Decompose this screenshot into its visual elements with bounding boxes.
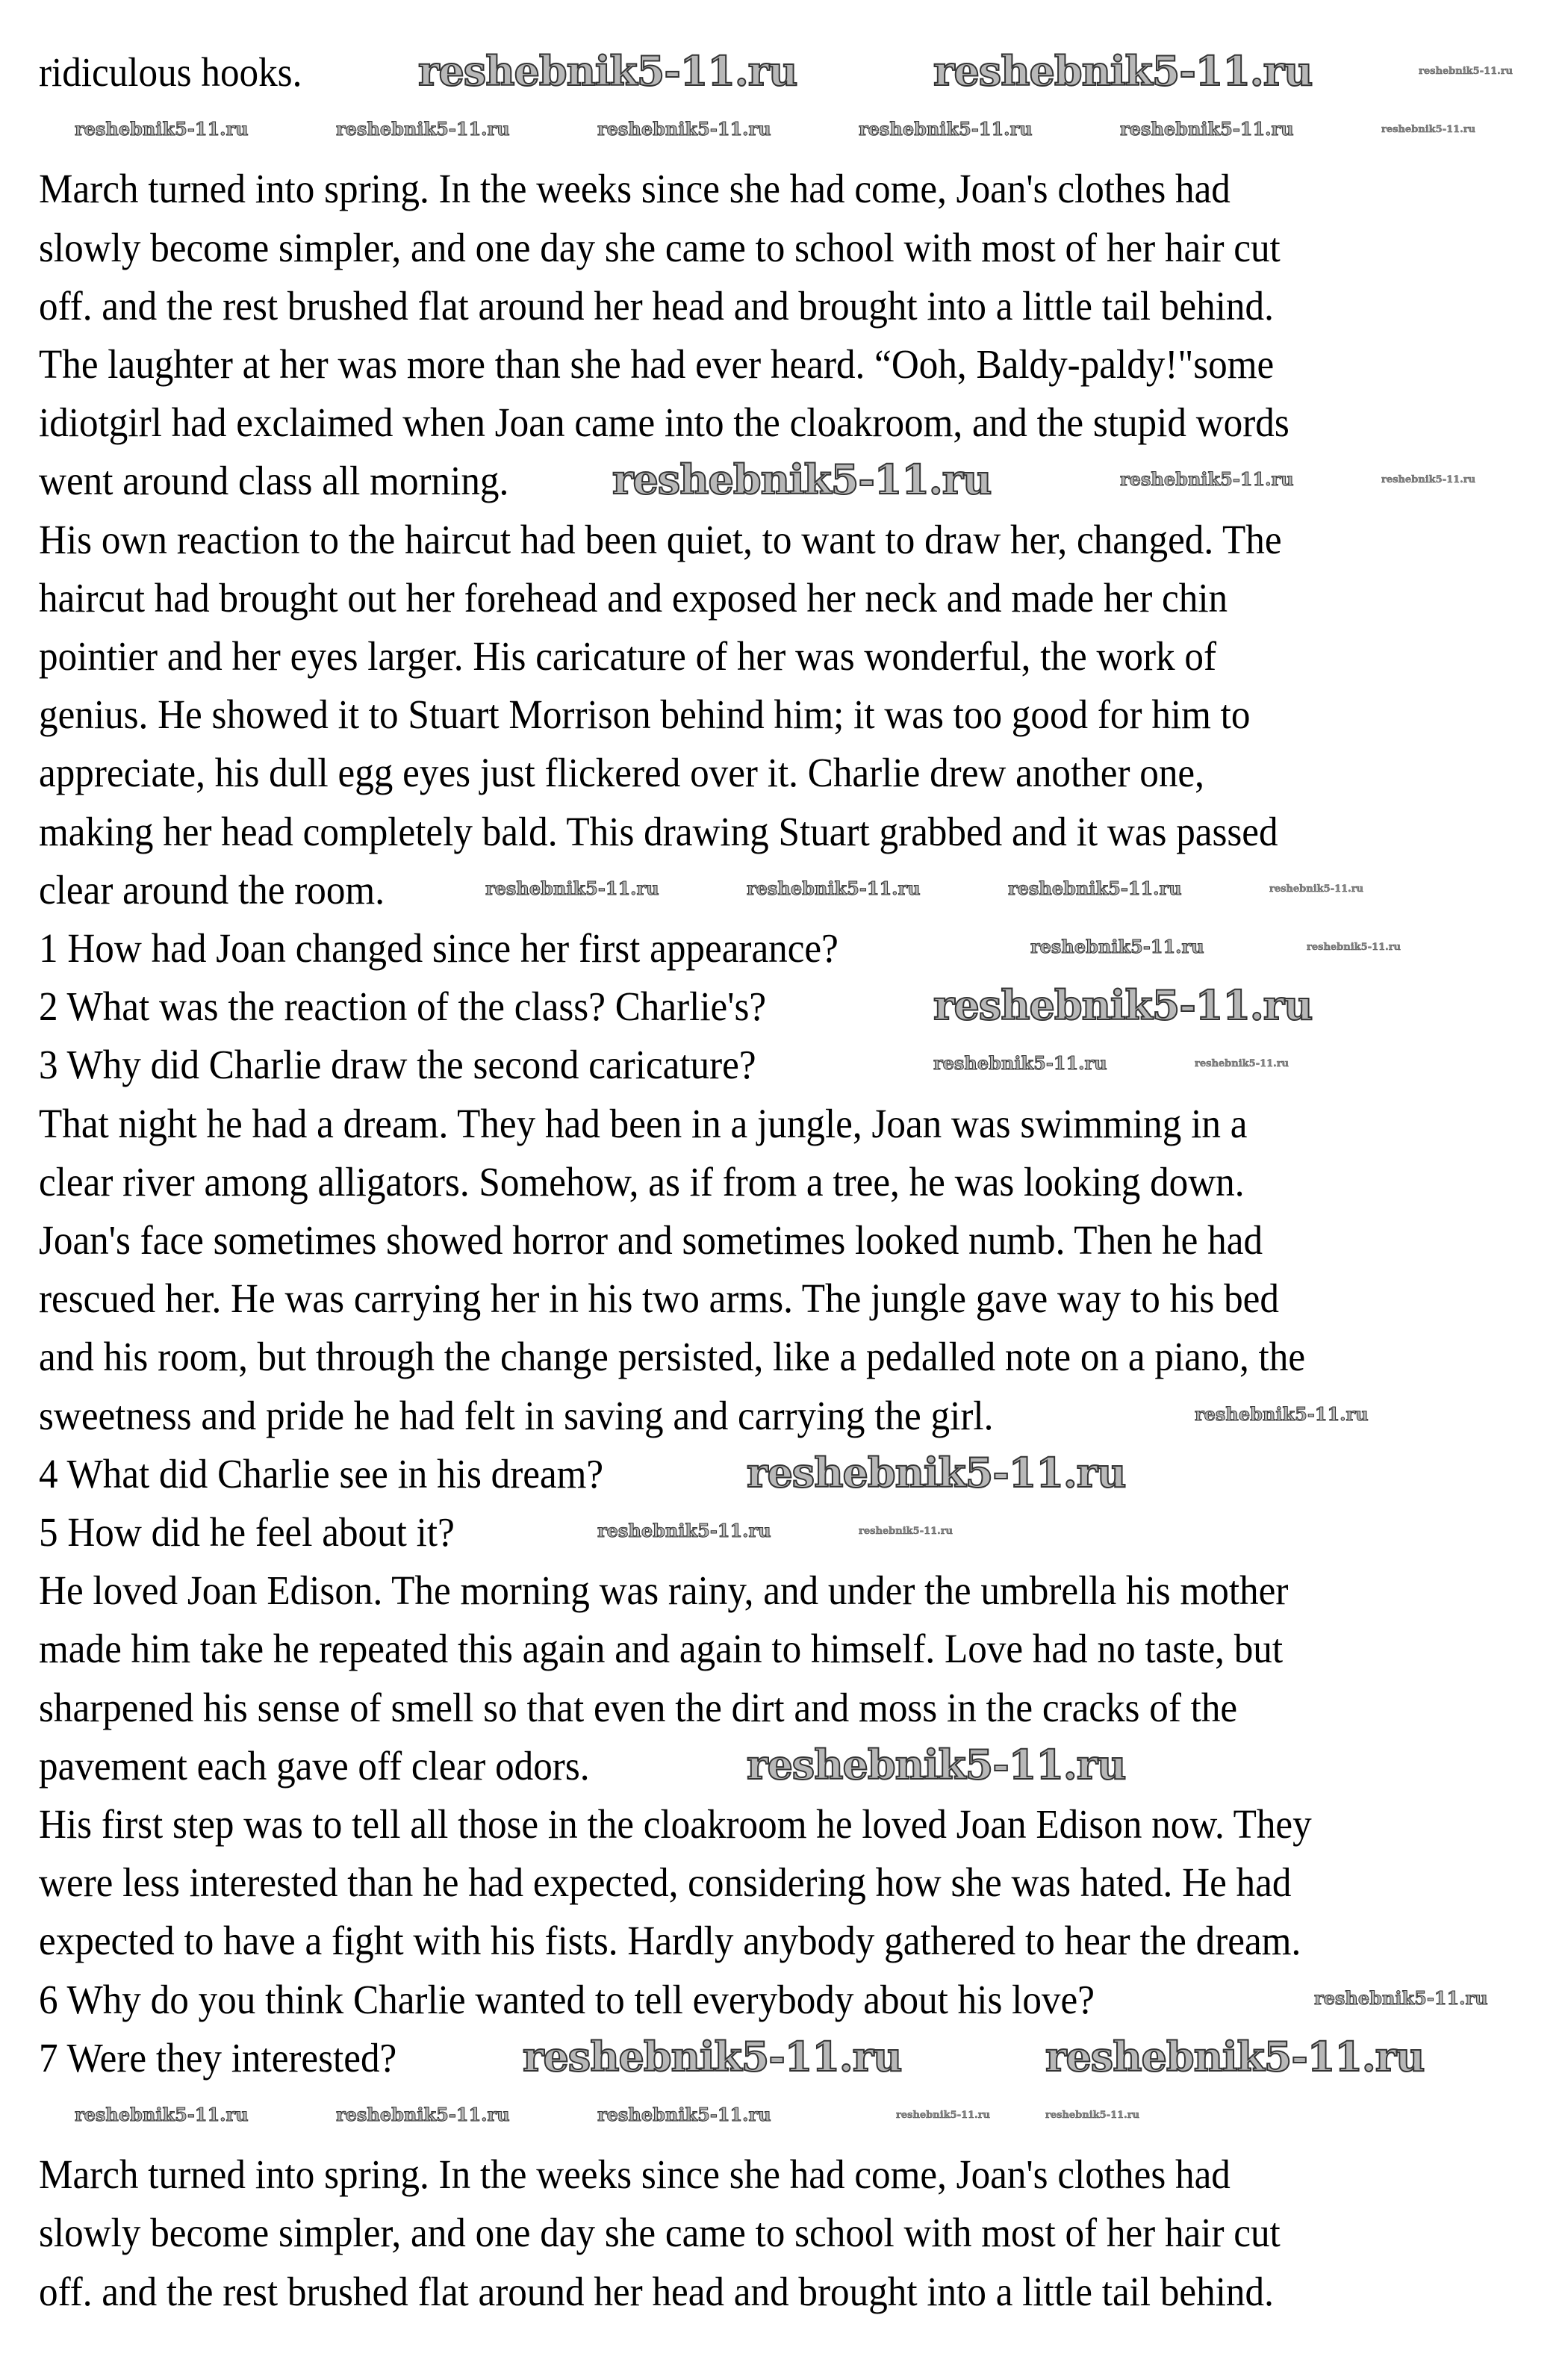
text-line: made him take he repeated this again and again to himself. Love had no taste, but — [39, 1626, 1284, 1672]
watermark: reshebnik5-11.ru — [418, 47, 797, 95]
watermark: reshebnik5-11.ru — [859, 118, 1033, 140]
text-line: clear around the room. — [39, 866, 385, 913]
watermark: reshebnik5-11.ru — [1307, 942, 1401, 953]
text-line: His own reaction to the haircut had been quiet, to want to draw her, changed. The — [39, 516, 1282, 562]
watermark: reshebnik5-11.ru — [1120, 468, 1294, 490]
watermark: reshebnik5-11.ru — [859, 1526, 953, 1537]
text-line: March turned into spring. In the weeks since she had come, Joan's clothes had — [39, 2151, 1231, 2198]
text-line: slowly become simpler, and one day she came to school with most of her hair cut — [39, 2210, 1281, 2256]
text-line: rescued her. He was carrying her in his two arms. The jungle gave way to his bed — [39, 1275, 1279, 1322]
text-line: 1 How had Joan changed since her first appearance? — [39, 925, 839, 971]
text-line: His first step was to tell all those in the cloakroom he loved Joan Edison now. They — [39, 1801, 1312, 1847]
watermark: reshebnik5-11.ru — [1030, 936, 1204, 957]
text-line: sweetness and pride he had felt in saving and carrying the girl. — [39, 1392, 994, 1438]
text-line: pointier and her eyes larger. His caricature of her was wonderful, the work of — [39, 633, 1217, 679]
watermark: reshebnik5-11.ru — [747, 1741, 1126, 1789]
watermark: reshebnik5-11.ru — [1195, 1403, 1369, 1425]
watermark: reshebnik5-11.ru — [485, 877, 659, 899]
text-line: 3 Why did Charlie draw the second caricature? — [39, 1042, 756, 1088]
watermark: reshebnik5-11.ru — [597, 1520, 771, 1541]
watermark: reshebnik5-11.ru — [1269, 883, 1364, 895]
watermark: reshebnik5-11.ru — [75, 118, 249, 140]
watermark: reshebnik5-11.ru — [933, 47, 1313, 95]
watermark: reshebnik5-11.ru — [1381, 474, 1476, 485]
text-line: expected to have a fight with his fists. Hardly anybody gathered to hear the dream. — [39, 1918, 1301, 1964]
text-line: 5 How did he feel about it? — [39, 1509, 455, 1555]
watermark: reshebnik5-11.ru — [747, 877, 921, 899]
watermark: reshebnik5-11.ru — [597, 118, 771, 140]
watermark: reshebnik5-11.ru — [336, 2104, 510, 2125]
text-line: 6 Why do you think Charlie wanted to tell everybody about his love? — [39, 1976, 1095, 2022]
watermark: reshebnik5-11.ru — [1045, 2033, 1425, 2081]
text-line: The laughter at her was more than she had ever heard. “Ooh, Baldy-paldy!"some — [39, 341, 1275, 387]
watermark: reshebnik5-11.ru — [933, 981, 1313, 1029]
watermark: reshebnik5-11.ru — [1120, 118, 1294, 140]
text-line: and his room, but through the change persisted, like a pedalled note on a piano, the — [39, 1334, 1306, 1380]
text-line: That night he had a dream. They had been in a jungle, Joan was swimming in a — [39, 1100, 1248, 1146]
watermark: reshebnik5-11.ru — [1195, 1058, 1289, 1069]
watermark: reshebnik5-11.ru — [933, 1052, 1107, 1074]
text-line: Joan's face sometimes showed horror and sometimes looked numb. Then he had — [39, 1217, 1263, 1263]
text-line: ridiculous hooks. — [39, 49, 302, 95]
text-line: March turned into spring. In the weeks since she had come, Joan's clothes had — [39, 166, 1231, 212]
text-line: 4 What did Charlie see in his dream? — [39, 1450, 604, 1497]
text-line: clear river among alligators. Somehow, as if from a tree, he was looking down. — [39, 1158, 1245, 1205]
watermark: reshebnik5-11.ru — [896, 2110, 991, 2121]
watermark: reshebnik5-11.ru — [336, 118, 510, 140]
watermark: reshebnik5-11.ru — [612, 456, 992, 503]
watermark: reshebnik5-11.ru — [1419, 66, 1513, 77]
text-line: slowly become simpler, and one day she came to school with most of her hair cut — [39, 224, 1281, 270]
watermark: reshebnik5-11.ru — [1008, 877, 1182, 899]
text-line: went around class all morning. — [39, 458, 509, 504]
text-line: genius. He showed it to Stuart Morrison behind him; it was too good for him to — [39, 692, 1251, 738]
watermark: reshebnik5-11.ru — [597, 2104, 771, 2125]
text-line: He loved Joan Edison. The morning was rainy, and under the umbrella his mother — [39, 1567, 1289, 1614]
text-line: off. and the rest brushed flat around her head and brought into a little tail behind. — [39, 282, 1274, 329]
text-line: pavement each gave off clear odors. — [39, 1742, 590, 1789]
text-line: making her head completely bald. This drawing Stuart grabbed and it was passed — [39, 808, 1278, 854]
text-line: haircut had brought out her forehead and exposed her neck and made her chin — [39, 574, 1228, 621]
text-line: off. and the rest brushed flat around her head and brought into a little tail behind. — [39, 2268, 1274, 2314]
watermark: reshebnik5-11.ru — [75, 2104, 249, 2125]
text-line: were less interested than he had expected, considering how she was hated. He had — [39, 1859, 1292, 1906]
text-line: 7 Were they interested? — [39, 2034, 397, 2081]
text-line: 2 What was the reaction of the class? Charlie's? — [39, 984, 767, 1030]
text-line: idiotgirl had exclaimed when Joan came into the cloakroom, and the stupid words — [39, 400, 1289, 446]
watermark: reshebnik5-11.ru — [523, 2033, 902, 2081]
watermark: reshebnik5-11.ru — [747, 1449, 1126, 1497]
watermark: reshebnik5-11.ru — [1381, 124, 1476, 135]
watermark: reshebnik5-11.ru — [1314, 1987, 1488, 2009]
text-line: sharpened his sense of smell so that even the dirt and moss in the cracks of the — [39, 1684, 1238, 1730]
text-line: appreciate, his dull egg eyes just flickered over it. Charlie drew another one, — [39, 750, 1204, 796]
watermark: reshebnik5-11.ru — [1045, 2110, 1140, 2121]
